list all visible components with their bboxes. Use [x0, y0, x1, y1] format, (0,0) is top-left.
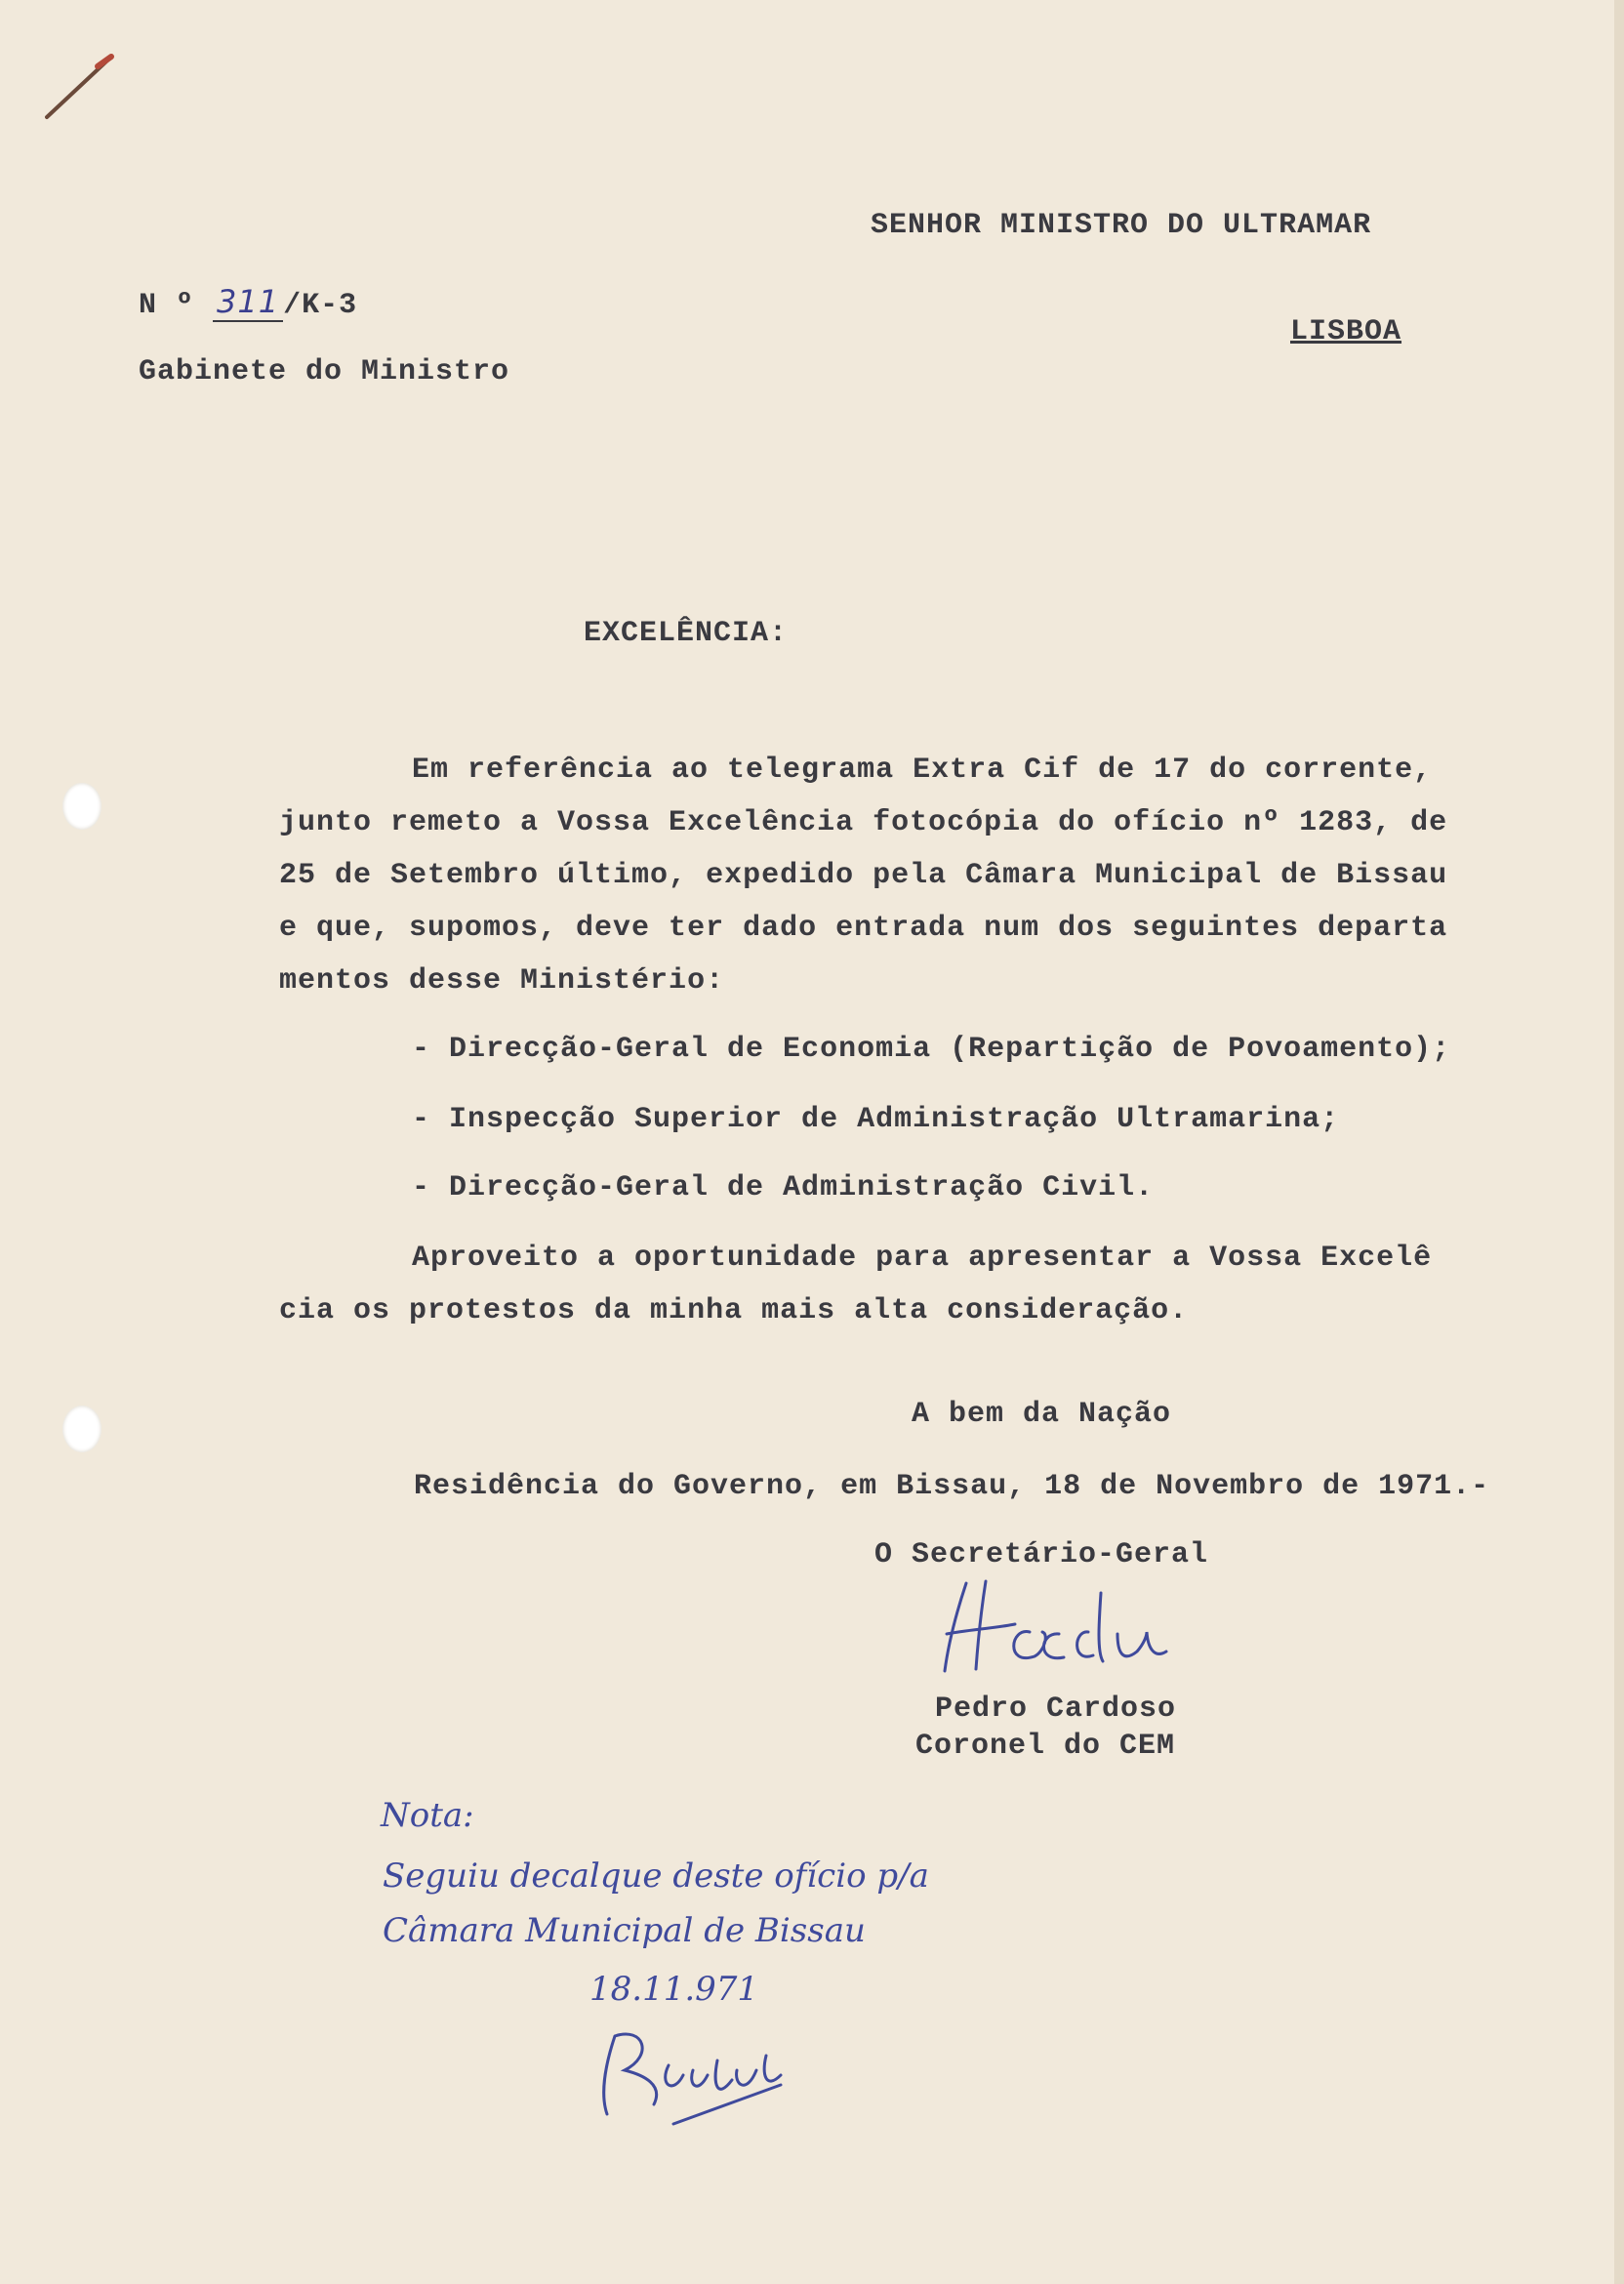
signatory-name: Pedro Cardoso — [935, 1693, 1177, 1726]
closing-motto: A bem da Nação — [912, 1398, 1172, 1431]
note-line: Câmara Municipal de Bissau — [383, 1911, 866, 1950]
list-item: - Direcção-Geral de Economia (Repartição de Povoamento); — [412, 1033, 1451, 1066]
punch-hole — [62, 1406, 102, 1452]
signatory-role: O Secretário-Geral — [874, 1538, 1209, 1571]
pen-mark — [39, 49, 127, 127]
list-item: - Direcção-Geral de Administração Civil. — [412, 1171, 1155, 1204]
punch-hole — [62, 783, 102, 830]
reference-number — [139, 283, 357, 322]
note-title: Nota: — [381, 1796, 474, 1835]
note-line: Seguiu decalque deste ofício p/a — [383, 1856, 929, 1896]
paragraph2-line: cia os protestos da minha mais alta consideração. — [279, 1294, 1189, 1327]
office-name: Gabinete do Ministro — [139, 355, 510, 388]
signature — [927, 1573, 1220, 1681]
paragraph1-line: 25 de Setembro último, expedido pela Câmara Municipal de Bissau — [279, 859, 1448, 892]
scan-edge — [1614, 0, 1624, 2284]
recipient: SENHOR MINISTRO DO ULTRAMAR — [871, 209, 1372, 242]
ref-number-handwritten: 311 — [213, 283, 283, 322]
signatory-rank: Coronel do CEM — [915, 1730, 1176, 1763]
paragraph1-line: Em referência ao telegrama Extra Cif de 17 do corrente, — [412, 754, 1433, 787]
place-date: Residência do Governo, em Bissau, 18 de Novembro de 1971.- — [414, 1470, 1490, 1503]
note-date: 18.11.971 — [589, 1970, 759, 2009]
list-item: - Inspecção Superior de Administração Ultramarina; — [412, 1103, 1340, 1136]
paragraph1-line: mentos desse Ministério: — [279, 964, 725, 998]
paragraph1-line: junto remeto a Vossa Excelência fotocópia do ofício nº 1283, de — [279, 806, 1448, 839]
recipient-city: LISBOA — [1290, 315, 1402, 348]
paragraph2-line: Aproveito a oportunidade para apresentar a Vossa Excelê — [412, 1242, 1433, 1275]
salutation: EXCELÊNCIA: — [584, 617, 789, 650]
ref-suffix: /K-3 — [283, 289, 358, 322]
ref-prefix: N º — [139, 289, 195, 322]
initials-signature — [586, 2017, 800, 2134]
paragraph1-line: e que, supomos, deve ter dado entrada num dos seguintes departa — [279, 912, 1448, 945]
